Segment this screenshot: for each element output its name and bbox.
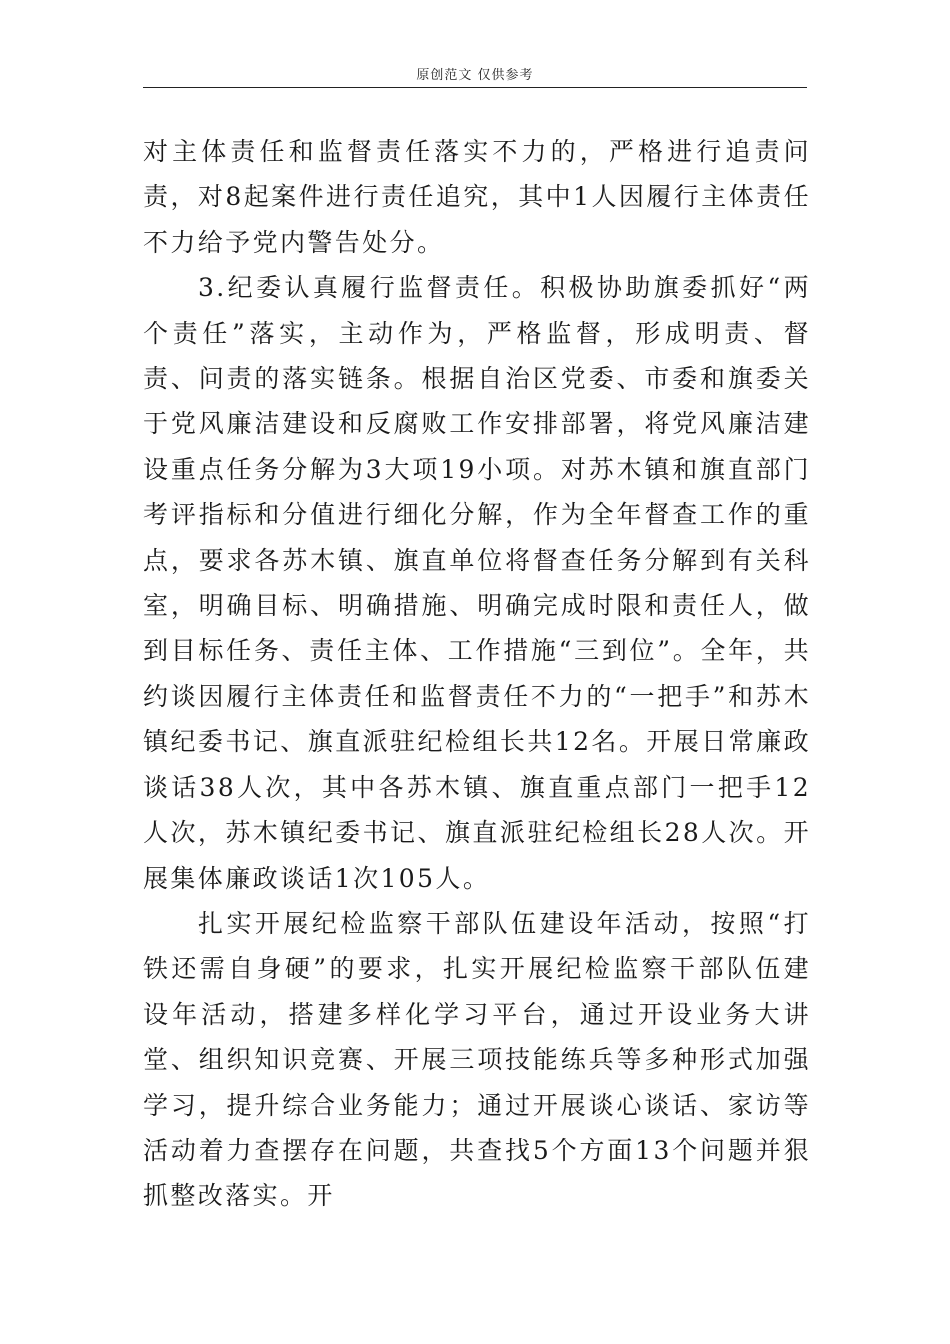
- header-divider: [143, 87, 807, 88]
- paragraph-1: 对主体责任和监督责任落实不力的，严格进行追责问责，对8起案件进行责任追究，其中1人因履行主体责任不力给予党内警告处分。: [143, 137, 811, 257]
- page-header: 原创范文 仅供参考: [416, 68, 534, 83]
- paragraph-3: 扎实开展纪检监察干部队伍建设年活动，按照“打铁还需自身硬”的要求，扎实开展纪检监察干部队伍建设年活动，搭建多样化学习平台，通过开设业务大讲堂、组织知识竞赛、开展三项技能练兵等多种形式加强学习，提升综合业务能力；通过开展谈心谈话、家访等活动着力查摆存在问题，共查找5个方面13个问题并狠抓整改落实。开: [143, 908, 811, 1211]
- paragraph-2: 3.纪委认真履行监督责任。积极协助旗委抓好“两个责任”落实，主动作为，严格监督，形成明责、督责、问责的落实链条。根据自治区党委、市委和旗委关于党风廉洁建设和反腐败工作安排部署，将党风廉洁建设重点任务分解为3大项19小项。对苏木镇和旗直部门考评指标和分值进行细化分解，作为全年督查工作的重点，要求各苏木镇、旗直单位将督查任务分解到有关科室，明确目标、明确措施、明确完成时限和责任人，做到目标任务、责任主体、工作措施“三到位”。全年，共约谈因履行主体责任和监督责任不力的“一把手”和苏木镇纪委书记、旗直派驻纪检组长共12名。开展日常廉政谈话38人次，其中各苏木镇、旗直重点部门一把手12人次，苏木镇纪委书记、旗直派驻纪检组长28人次。开展集体廉政谈话1次105人。: [143, 273, 811, 893]
- document-body: [143, 129, 811, 1219]
